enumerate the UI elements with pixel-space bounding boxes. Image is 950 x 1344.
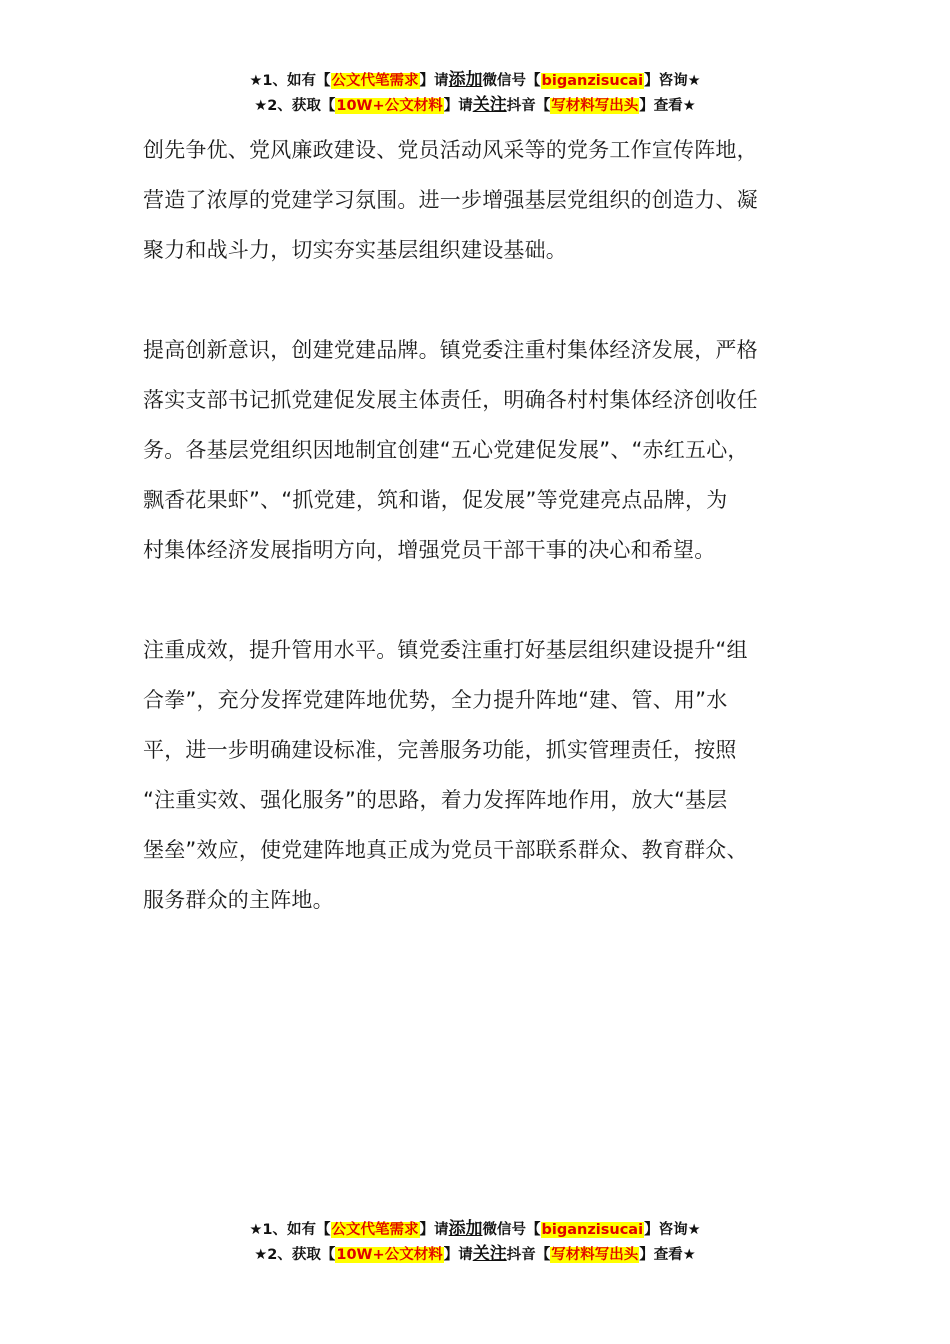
paragraph-3 [143,625,833,925]
banner-text: 】请 [419,1222,449,1238]
paragraph-gap [143,275,833,325]
text-line: 注重成效，提升管用水平。镇党委注重打好基层组织建设提升“组 [143,638,748,662]
banner-text: ★1、如有【 [249,1222,331,1238]
emphasis-text: 关注 [472,95,507,115]
banner-text: 】请 [419,73,449,89]
text-line: 营造了浓厚的党建学习氛围。进一步增强基层党组织的创造力、凝 [143,188,758,212]
banner-text: 微信号【 [482,73,541,89]
banner-text: 】查看★ [639,98,696,114]
banner-text: 】咨询★ [644,1222,701,1238]
banner-line-1 [0,68,950,93]
text-line: 聚力和战斗力，切实夯实基层组织建设基础。 [143,238,567,262]
banner-text: 微信号【 [482,1222,541,1238]
text-line: 堡垒”效应，使党建阵地真正成为党员干部联系群众、教育群众、 [143,838,748,862]
emphasis-text: 关注 [472,1244,507,1264]
highlight-wechat-id: biganzisucai [541,73,644,89]
document-body [143,125,833,925]
banner-text: 】查看★ [639,1247,696,1263]
banner-text: ★2、获取【 [254,1247,336,1263]
banner-text: 抖音【 [506,1247,551,1263]
highlight-account: 写材料写出头 [551,98,639,114]
header-banner [0,68,950,118]
banner-text: 】请 [443,1247,473,1263]
emphasis-text: 添加 [448,70,483,90]
text-line: 村集体经济发展指明方向，增强党员干部干事的决心和希望。 [143,538,716,562]
highlight-service: 公文代笔需求 [331,73,419,89]
banner-text: 】请 [443,98,473,114]
text-line: 服务群众的主阵地。 [143,888,334,912]
text-line: 务。各基层党组织因地制宜创建“五心党建促发展”、“赤红五心， [143,438,749,462]
text-line: 飘香花果虾”、“抓党建，筑和谐，促发展”等党建亮点品牌，为 [143,488,728,512]
emphasis-text: 添加 [448,1219,483,1239]
paragraph-1 [143,125,833,275]
text-line: 提高创新意识，创建党建品牌。镇党委注重村集体经济发展，严格 [143,338,758,362]
banner-text: ★2、获取【 [254,98,336,114]
highlight-materials: 10W+公文材料 [336,1247,443,1263]
banner-line-2 [0,1242,950,1267]
paragraph-2 [143,325,833,575]
footer-banner [0,1217,950,1267]
banner-text: ★1、如有【 [249,73,331,89]
banner-text: 抖音【 [506,98,551,114]
highlight-wechat-id: biganzisucai [541,1222,644,1238]
text-line: 落实支部书记抓党建促发展主体责任，明确各村村集体经济创收任 [143,388,758,412]
banner-line-2 [0,93,950,118]
highlight-account: 写材料写出头 [551,1247,639,1263]
text-line: “注重实效、强化服务”的思路，着力发挥阵地作用，放大“基层 [143,788,728,812]
paragraph-gap [143,575,833,625]
text-line: 合拳”，充分发挥党建阵地优势，全力提升阵地“建、管、用”水 [143,688,728,712]
text-line: 平，进一步明确建设标准，完善服务功能，抓实管理责任，按照 [143,738,737,762]
banner-text: 】咨询★ [644,73,701,89]
banner-line-1 [0,1217,950,1242]
text-line: 创先争优、党风廉政建设、党员活动风采等的党务工作宣传阵地， [143,138,758,162]
highlight-materials: 10W+公文材料 [336,98,443,114]
highlight-service: 公文代笔需求 [331,1222,419,1238]
